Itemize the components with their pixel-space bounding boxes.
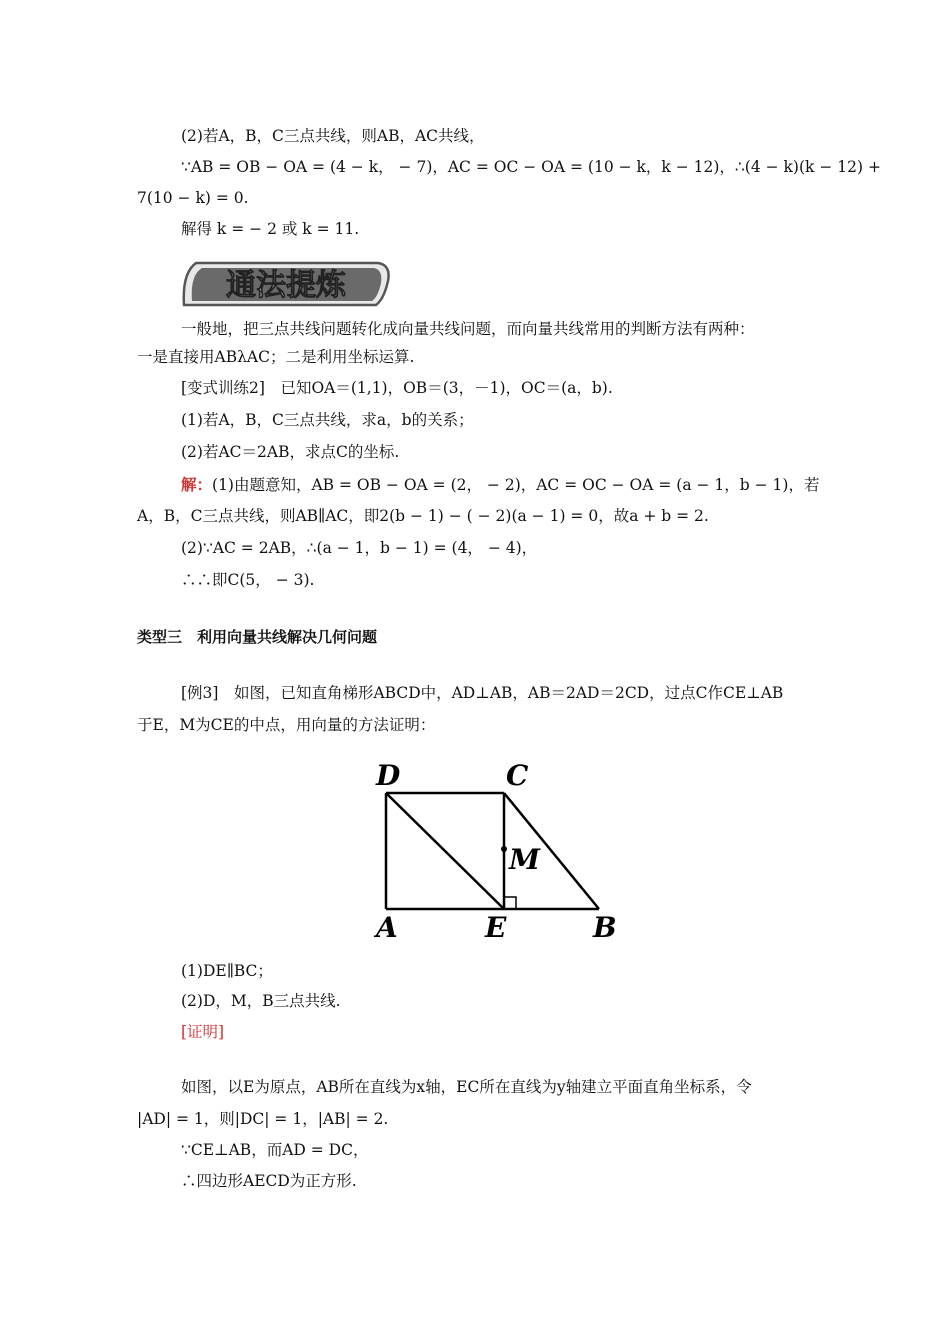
label-a: A — [376, 911, 398, 944]
text-line: 如图，以E为原点，AB所在直线为x轴，EC所在直线为y轴建立平面直角坐标系，令 — [181, 1078, 752, 1096]
right-angle-mark — [504, 897, 516, 909]
text-line: 解得 k = − 2 或 k = 11. — [181, 220, 360, 238]
label-c: C — [506, 759, 529, 792]
example-title: [例3] 如图，已知直角梯形ABCD中，AD⊥AB，AB＝2AD＝2CD，过点C作CE⊥AB — [181, 684, 784, 702]
solution-line — [181, 475, 819, 495]
label-e: E — [485, 911, 507, 944]
text-line: (2)D，M，B三点共线. — [181, 992, 341, 1010]
text-line: ∴四边形AECD为正方形. — [181, 1172, 357, 1190]
text-line: (1)DE∥BC； — [181, 962, 273, 980]
label-d: D — [376, 759, 401, 792]
text-line: 7(10 − k) = 0. — [137, 189, 249, 207]
text-line: (2)若AC＝2AB，求点C的坐标. — [181, 443, 400, 461]
text-line: ∵CE⊥AB，而AD = DC， — [181, 1141, 369, 1159]
section-heading: 类型三 利用向量共线解决几何问题 — [137, 628, 378, 646]
label-m: M — [509, 843, 540, 876]
segment-de — [386, 793, 504, 909]
text-line: |AD| = 1，则|DC| = 1，|AB| = 2. — [137, 1110, 389, 1128]
proof-label: [证明] — [181, 1023, 225, 1041]
text-line: (2)若A，B，C三点共线，则AB，AC共线， — [181, 127, 485, 145]
solution-text: (1)由题意知，AB = OB − OA = (2， − 2)，AC = OC − OA = (a − 1，b − 1)，若 — [212, 476, 820, 494]
exercise-title: [变式训练2] 已知OA＝(1,1)，OB＝(3，－1)，OC＝(a，b). — [181, 379, 613, 397]
text-line: 于E，M为CE的中点，用向量的方法证明： — [137, 716, 436, 734]
solution-label: 解： — [181, 475, 213, 494]
text-line: A，B，C三点共线，则AB∥AC，即2(b − 1) − ( − 2)(a − 1) = 0，故a + b = 2. — [137, 507, 709, 525]
text-line: (2)∵AC = 2AB，∴(a − 1，b − 1) = (4， − 4)， — [181, 539, 538, 557]
text-line: ∴∴即C(5， − 3). — [181, 571, 315, 589]
text-line: ∵AB = OB − OA = (4 − k， − 7)，AC = OC − OA = (10 − k，k − 12)，∴(4 − k)(k − 12) + — [181, 158, 881, 176]
banner-title: 通法提炼 — [226, 268, 346, 303]
text-line: 一般地，把三点共线问题转化成向量共线问题，而向量共线常用的判断方法有两种： — [181, 320, 755, 338]
point-m — [501, 846, 507, 852]
text-line: (1)若A，B，C三点共线，求a，b的关系； — [181, 411, 474, 429]
label-b: B — [593, 911, 617, 944]
method-summary-banner — [178, 255, 393, 311]
text-line: 一是直接用ABλAC；二是利用坐标运算. — [137, 348, 415, 366]
trapezoid-figure — [370, 755, 625, 945]
